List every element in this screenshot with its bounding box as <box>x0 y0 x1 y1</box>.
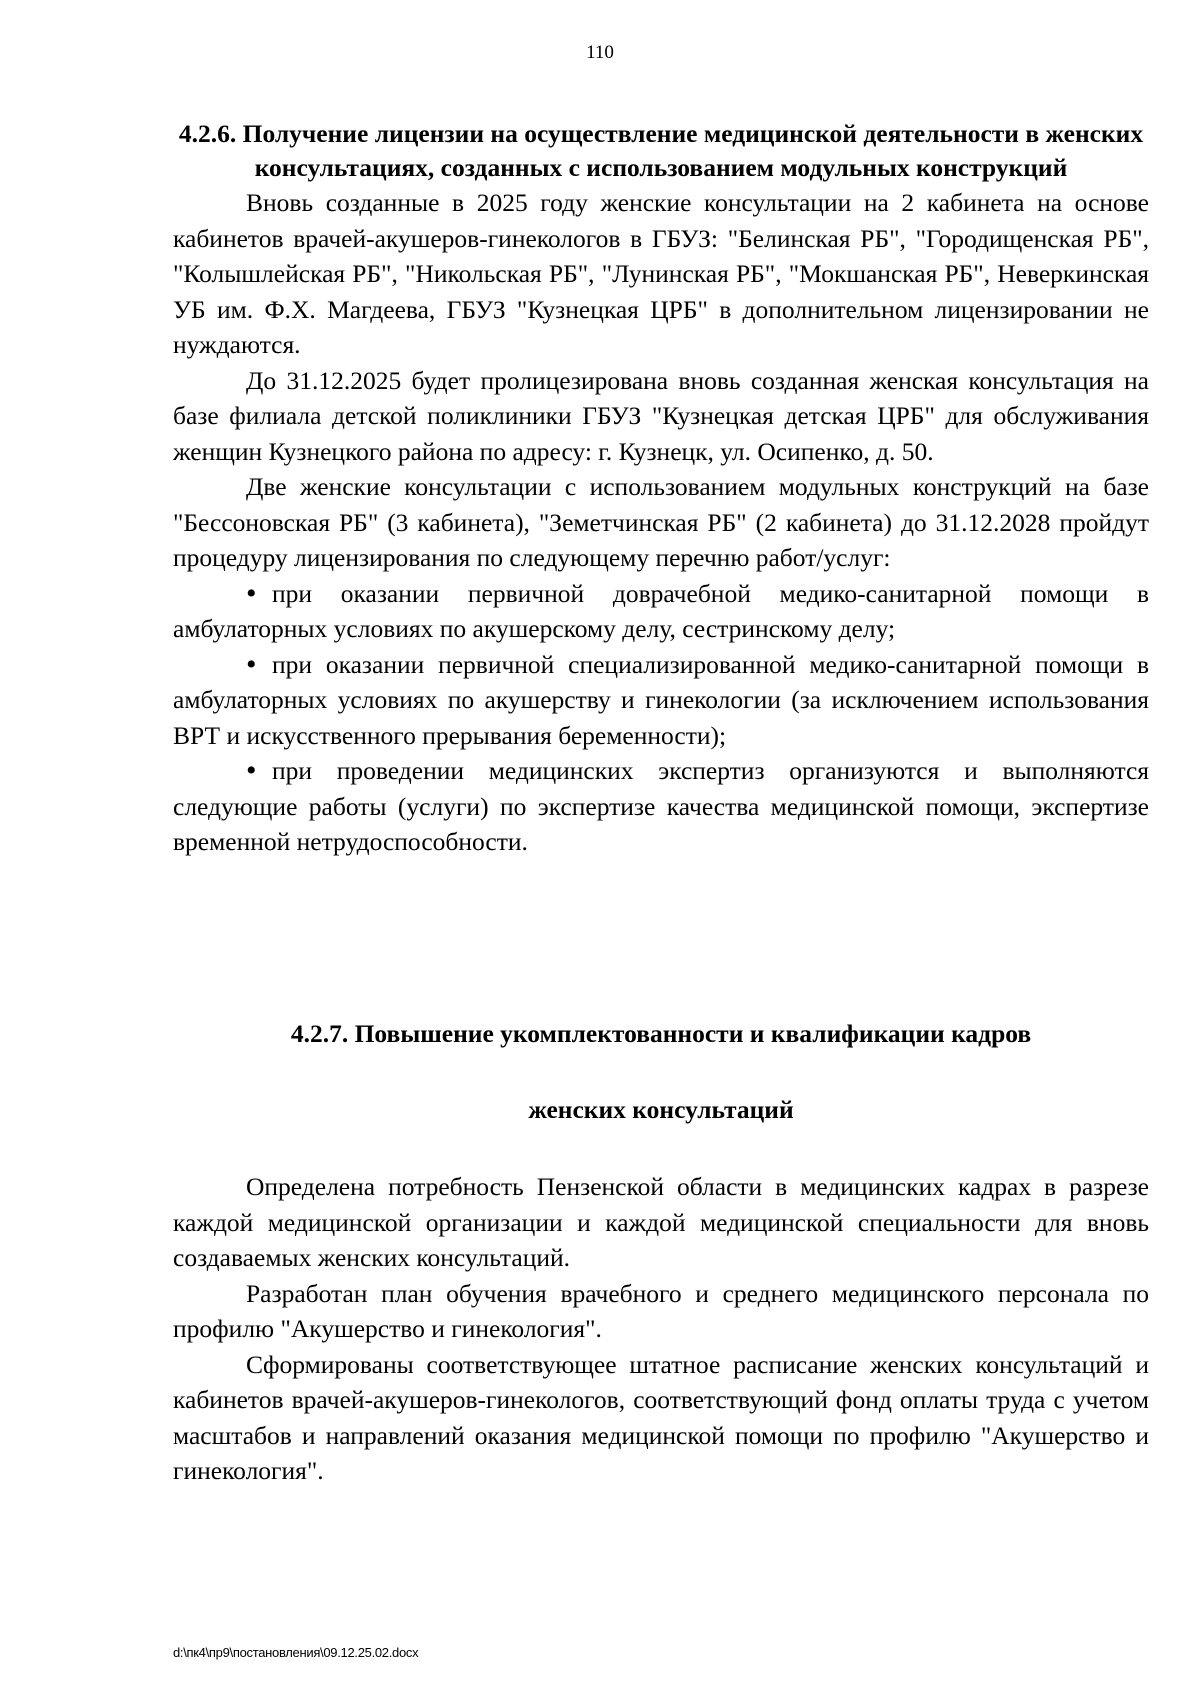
page-number: 110 <box>586 42 614 63</box>
section-heading-license: 4.2.6. Получение лицензии на осуществление медицинской деятельности в женских консультациях, созданных с использованием модульных конструкций <box>178 119 1144 182</box>
bullet-item: • при оказании первичной доврачебной медико-санитарной помощи в амбулаторных условиях по акушерскому делу, сестринскому делу; <box>173 576 1149 647</box>
section-heading-staffing <box>173 1017 1149 1127</box>
paragraph: Вновь созданные в 2025 году женские консультации на 2 кабинета на основе кабинетов врачей-акушеров-гинекологов в ГБУЗ: "Белинская РБ", "Городищенская РБ", "Колышлейская РБ", "Никольская РБ", "Лунинская РБ", "Мокшанская РБ", Неверкинская УБ им. Ф.Х. Магдеева, ГБУЗ "Кузнецкая ЦРБ" в дополнительном лицензировании не нуждаются. <box>173 188 1149 359</box>
paragraph: Разработан план обучения врачебного и среднего медицинского персонала по профилю "Акушерство и гинекология". <box>173 1278 1149 1343</box>
paragraph: Сформированы соответствующее штатное расписание женских консультаций и кабинетов врачей-акушеров-гинекологов, соответствующий фонд оплаты труда с учетом масштабов и направлений оказания медицинской помощи по профилю "Акушерство и гинекология". <box>173 1349 1149 1485</box>
paragraph: Определена потребность Пензенской области в медицинских кадрах в разрезе каждой медицинской организации и каждой медицинской специальности для вновь создаваемых женских консультаций. <box>173 1172 1149 1272</box>
file-path-footer: d:\пк4\пр9\постановления\09.12.25.02.docx <box>173 1645 419 1660</box>
paragraph: Две женские консультации с использованием модульных конструкций на базе "Бессоновская РБ" (3 кабинета), "Земетчинская РБ" (2 кабинета) до 31.12.2028 пройдут процедуру лицензирования по следующему перечню работ/услуг: <box>173 472 1149 572</box>
section-license <box>173 117 1149 860</box>
heading-line: 4.2.7. Повышение укомплектованности и квалификации кадров <box>290 1019 1032 1048</box>
paragraph: До 31.12.2025 будет пролицезирована вновь созданная женская консультация на базе филиала детской поликлиники ГБУЗ "Кузнецкая детская ЦРБ" для обслуживания женщин Кузнецкого района по адресу: г. Кузнецк, ул. Осипенко, д. 50. <box>173 365 1149 466</box>
section-staffing <box>173 1017 1149 1489</box>
bullet-item: • при проведении медицинских экспертиз организуются и выполняются следующие работы (услуги) по экспертизе качества медицинской помощи, экспертизе временной нетрудоспособности. <box>173 753 1149 860</box>
heading-line: женских консультаций <box>528 1095 794 1124</box>
bullet-item: • при оказании первичной специализированной медико-санитарной помощи в амбулаторных условиях по акушерству и гинекологии (за исключением использования ВРТ и искусственного прерывания беременности); <box>173 647 1149 754</box>
